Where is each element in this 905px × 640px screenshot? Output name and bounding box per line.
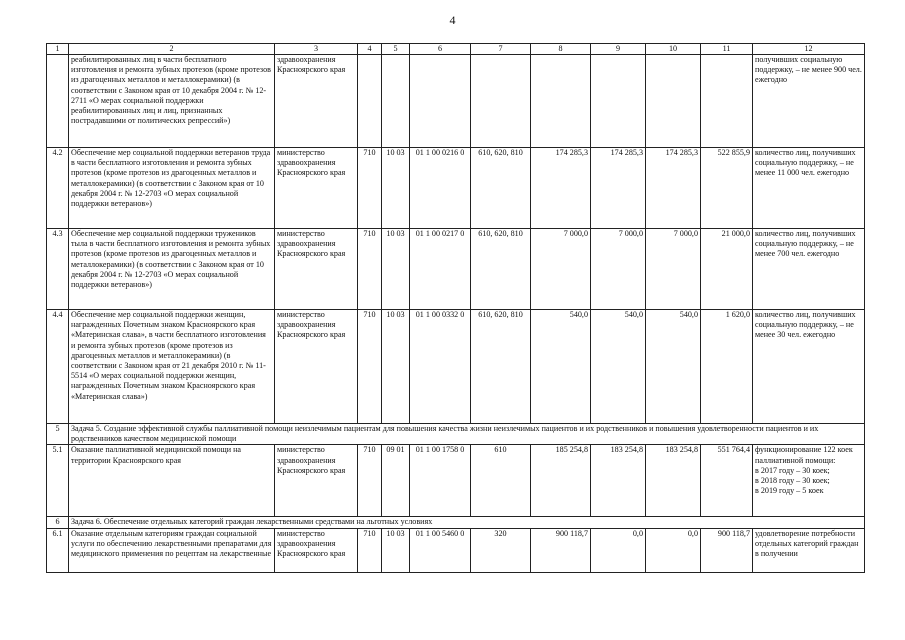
- task-row: [47, 517, 865, 528]
- target-code: 01 1 00 1758 0: [410, 445, 471, 517]
- responsible-org: министерство здравоохранения Красноярского края: [275, 148, 358, 229]
- amount-2018: 174 285,3: [591, 148, 646, 229]
- measure-description: Обеспечение мер социальной поддержки тружеников тыла в части бесплатного изготовления и ремонта зубных протезов (кроме протезов из драгоценных металлов и металлокерамики) (в соответствии с Законом края от 10 декабря 2004 г. № 12-2703 «О мерах социальной поддержки ветеранов»): [69, 229, 275, 310]
- row-number: 4.2: [47, 148, 69, 229]
- responsible-org: министерство здравоохранения Красноярского края: [275, 310, 358, 424]
- header-cell: 6: [410, 44, 471, 55]
- expense-code: 610: [471, 445, 531, 517]
- amount-total: 900 118,7: [701, 528, 753, 572]
- table-row: [47, 229, 865, 310]
- header-cell: 12: [753, 44, 865, 55]
- expected-result: количество лиц, получивших социальную поддержку, – не менее 700 чел. ежегодно: [753, 229, 865, 310]
- result-line: в 2017 году – 30 коек;: [755, 465, 830, 475]
- target-code: 01 1 00 0217 0: [410, 229, 471, 310]
- amount-2017: 540,0: [531, 310, 591, 424]
- task-number: 6: [47, 517, 69, 528]
- table-row: [47, 445, 865, 517]
- amount-total: 21 000,0: [701, 229, 753, 310]
- amount-2019: 7 000,0: [646, 229, 701, 310]
- grbs-code: 710: [358, 528, 382, 572]
- amount-total: 551 764,4: [701, 445, 753, 517]
- amount-2017: 900 118,7: [531, 528, 591, 572]
- expected-result: количество лиц, получивших социальную поддержку, – не менее 30 чел. ежегодно: [753, 310, 865, 424]
- section-code: 10 03: [382, 229, 410, 310]
- amount-2019: 0,0: [646, 528, 701, 572]
- header-cell: 4: [358, 44, 382, 55]
- section-code: 10 03: [382, 148, 410, 229]
- header-cell: 3: [275, 44, 358, 55]
- table-row: [47, 528, 865, 572]
- amount-2017: 185 254,8: [531, 445, 591, 517]
- grbs-code: 710: [358, 445, 382, 517]
- row-number: [47, 55, 69, 148]
- measure-description: Оказание отдельным категориям граждан социальной услуги по обеспечению лекарственными препаратами для медицинского применения по рецептам на лекарственные: [69, 528, 275, 572]
- expected-result: получивших социальную поддержку, – не менее 900 чел. ежегодно: [753, 55, 865, 148]
- result-line: функционирование 122 коек паллиативной помощи:: [755, 445, 853, 465]
- amount-2019: [646, 55, 701, 148]
- task-row: [47, 424, 865, 445]
- expense-code: 320: [471, 528, 531, 572]
- amount-2017: 7 000,0: [531, 229, 591, 310]
- expense-code: 610, 620, 810: [471, 310, 531, 424]
- amount-2018: 183 254,8: [591, 445, 646, 517]
- header-cell: 1: [47, 44, 69, 55]
- responsible-org: здравоохранения Красноярского края: [275, 55, 358, 148]
- expense-code: [471, 55, 531, 148]
- amount-2019: 183 254,8: [646, 445, 701, 517]
- table-row: [47, 148, 865, 229]
- measure-description: реабилитированных лиц в части бесплатного изготовления и ремонта зубных протезов (кроме протезов из драгоценных металлов и металлокерамики) (в соответствии с Законом края от 10 декабря 2004 г. № 12-2711 «О мерах социальной поддержки реабилитированных лиц и лиц, признанных пострадавшими от политических репрессий»): [69, 55, 275, 148]
- section-code: 09 01: [382, 445, 410, 517]
- amount-2017: [531, 55, 591, 148]
- amount-total: 522 855,9: [701, 148, 753, 229]
- task-title: Задача 5. Создание эффективной службы паллиативной помощи неизлечимым пациентам для повышения качества жизни неизлечимых пациентов и их родственников и повышения удовлетворенности пациентов и их родственников качеством медицинской помощи: [69, 424, 865, 445]
- amount-2018: 540,0: [591, 310, 646, 424]
- section-code: 10 03: [382, 310, 410, 424]
- header-cell: 5: [382, 44, 410, 55]
- header-cell: 8: [531, 44, 591, 55]
- expense-code: 610, 620, 810: [471, 148, 531, 229]
- responsible-org: министерство здравоохранения Красноярского края: [275, 528, 358, 572]
- amount-total: 1 620,0: [701, 310, 753, 424]
- row-number: 4.4: [47, 310, 69, 424]
- task-number: 5: [47, 424, 69, 445]
- table-row: [47, 310, 865, 424]
- page-number: 4: [449, 13, 456, 27]
- grbs-code: 710: [358, 148, 382, 229]
- expense-code: 610, 620, 810: [471, 229, 531, 310]
- row-number: 6.1: [47, 528, 69, 572]
- result-line: в 2019 году – 5 коек: [755, 486, 824, 496]
- amount-2018: [591, 55, 646, 148]
- header-cell: 2: [69, 44, 275, 55]
- target-code: 01 1 00 0216 0: [410, 148, 471, 229]
- table-row: [47, 55, 865, 148]
- amount-2018: 7 000,0: [591, 229, 646, 310]
- amount-2018: 0,0: [591, 528, 646, 572]
- target-code: [410, 55, 471, 148]
- measure-description: Обеспечение мер социальной поддержки женщин, награжденных Почетным знаком Красноярского края «Материнская слава», в части бесплатного изготовления и ремонта зубных протезов (кроме протезов из драгоценных металлов и металлокерамики) (в соответствии с Законом края от 21 декабря 2010 г. № 11-5514 «О мерах социальной поддержки женщин, награжденных Почетным знаком Красноярского края «Материнская слава»): [69, 310, 275, 424]
- measure-description: Оказание паллиативной медицинской помощи на территории Красноярского края: [69, 445, 275, 517]
- section-code: [382, 55, 410, 148]
- row-number: 4.3: [47, 229, 69, 310]
- target-code: 01 1 00 5460 0: [410, 528, 471, 572]
- amount-total: [701, 55, 753, 148]
- expected-result: [753, 445, 865, 517]
- expected-result: удовлетворение потребности отдельных категорий граждан в получении: [753, 528, 865, 572]
- grbs-code: [358, 55, 382, 148]
- row-number: 5.1: [47, 445, 69, 517]
- result-line: в 2018 году – 30 коек;: [755, 476, 830, 486]
- expected-result: количество лиц, получивших социальную поддержку, – не менее 11 000 чел. ежегодно: [753, 148, 865, 229]
- responsible-org: министерство здравоохранения Красноярского края: [275, 229, 358, 310]
- measure-description: Обеспечение мер социальной поддержки ветеранов труда в части бесплатного изготовления и ремонта зубных протезов (кроме протезов из драгоценных металлов и металлокерамики) (в соответствии с Законом края от 10 декабря 2004 г. № 12-2703 «О мерах социальной поддержки ветеранов»): [69, 148, 275, 229]
- amount-2019: 174 285,3: [646, 148, 701, 229]
- grbs-code: 710: [358, 310, 382, 424]
- section-code: 10 03: [382, 528, 410, 572]
- header-cell: 7: [471, 44, 531, 55]
- header-cell: 10: [646, 44, 701, 55]
- task-title: Задача 6. Обеспечение отдельных категорий граждан лекарственными средствами на льготных условиях: [69, 517, 865, 528]
- amount-2019: 540,0: [646, 310, 701, 424]
- responsible-org: министерство здравоохранения Красноярского края: [275, 445, 358, 517]
- header-row: [47, 44, 865, 55]
- header-cell: 11: [701, 44, 753, 55]
- amount-2017: 174 285,3: [531, 148, 591, 229]
- target-code: 01 1 00 0332 0: [410, 310, 471, 424]
- budget-table: [46, 43, 865, 573]
- header-cell: 9: [591, 44, 646, 55]
- grbs-code: 710: [358, 229, 382, 310]
